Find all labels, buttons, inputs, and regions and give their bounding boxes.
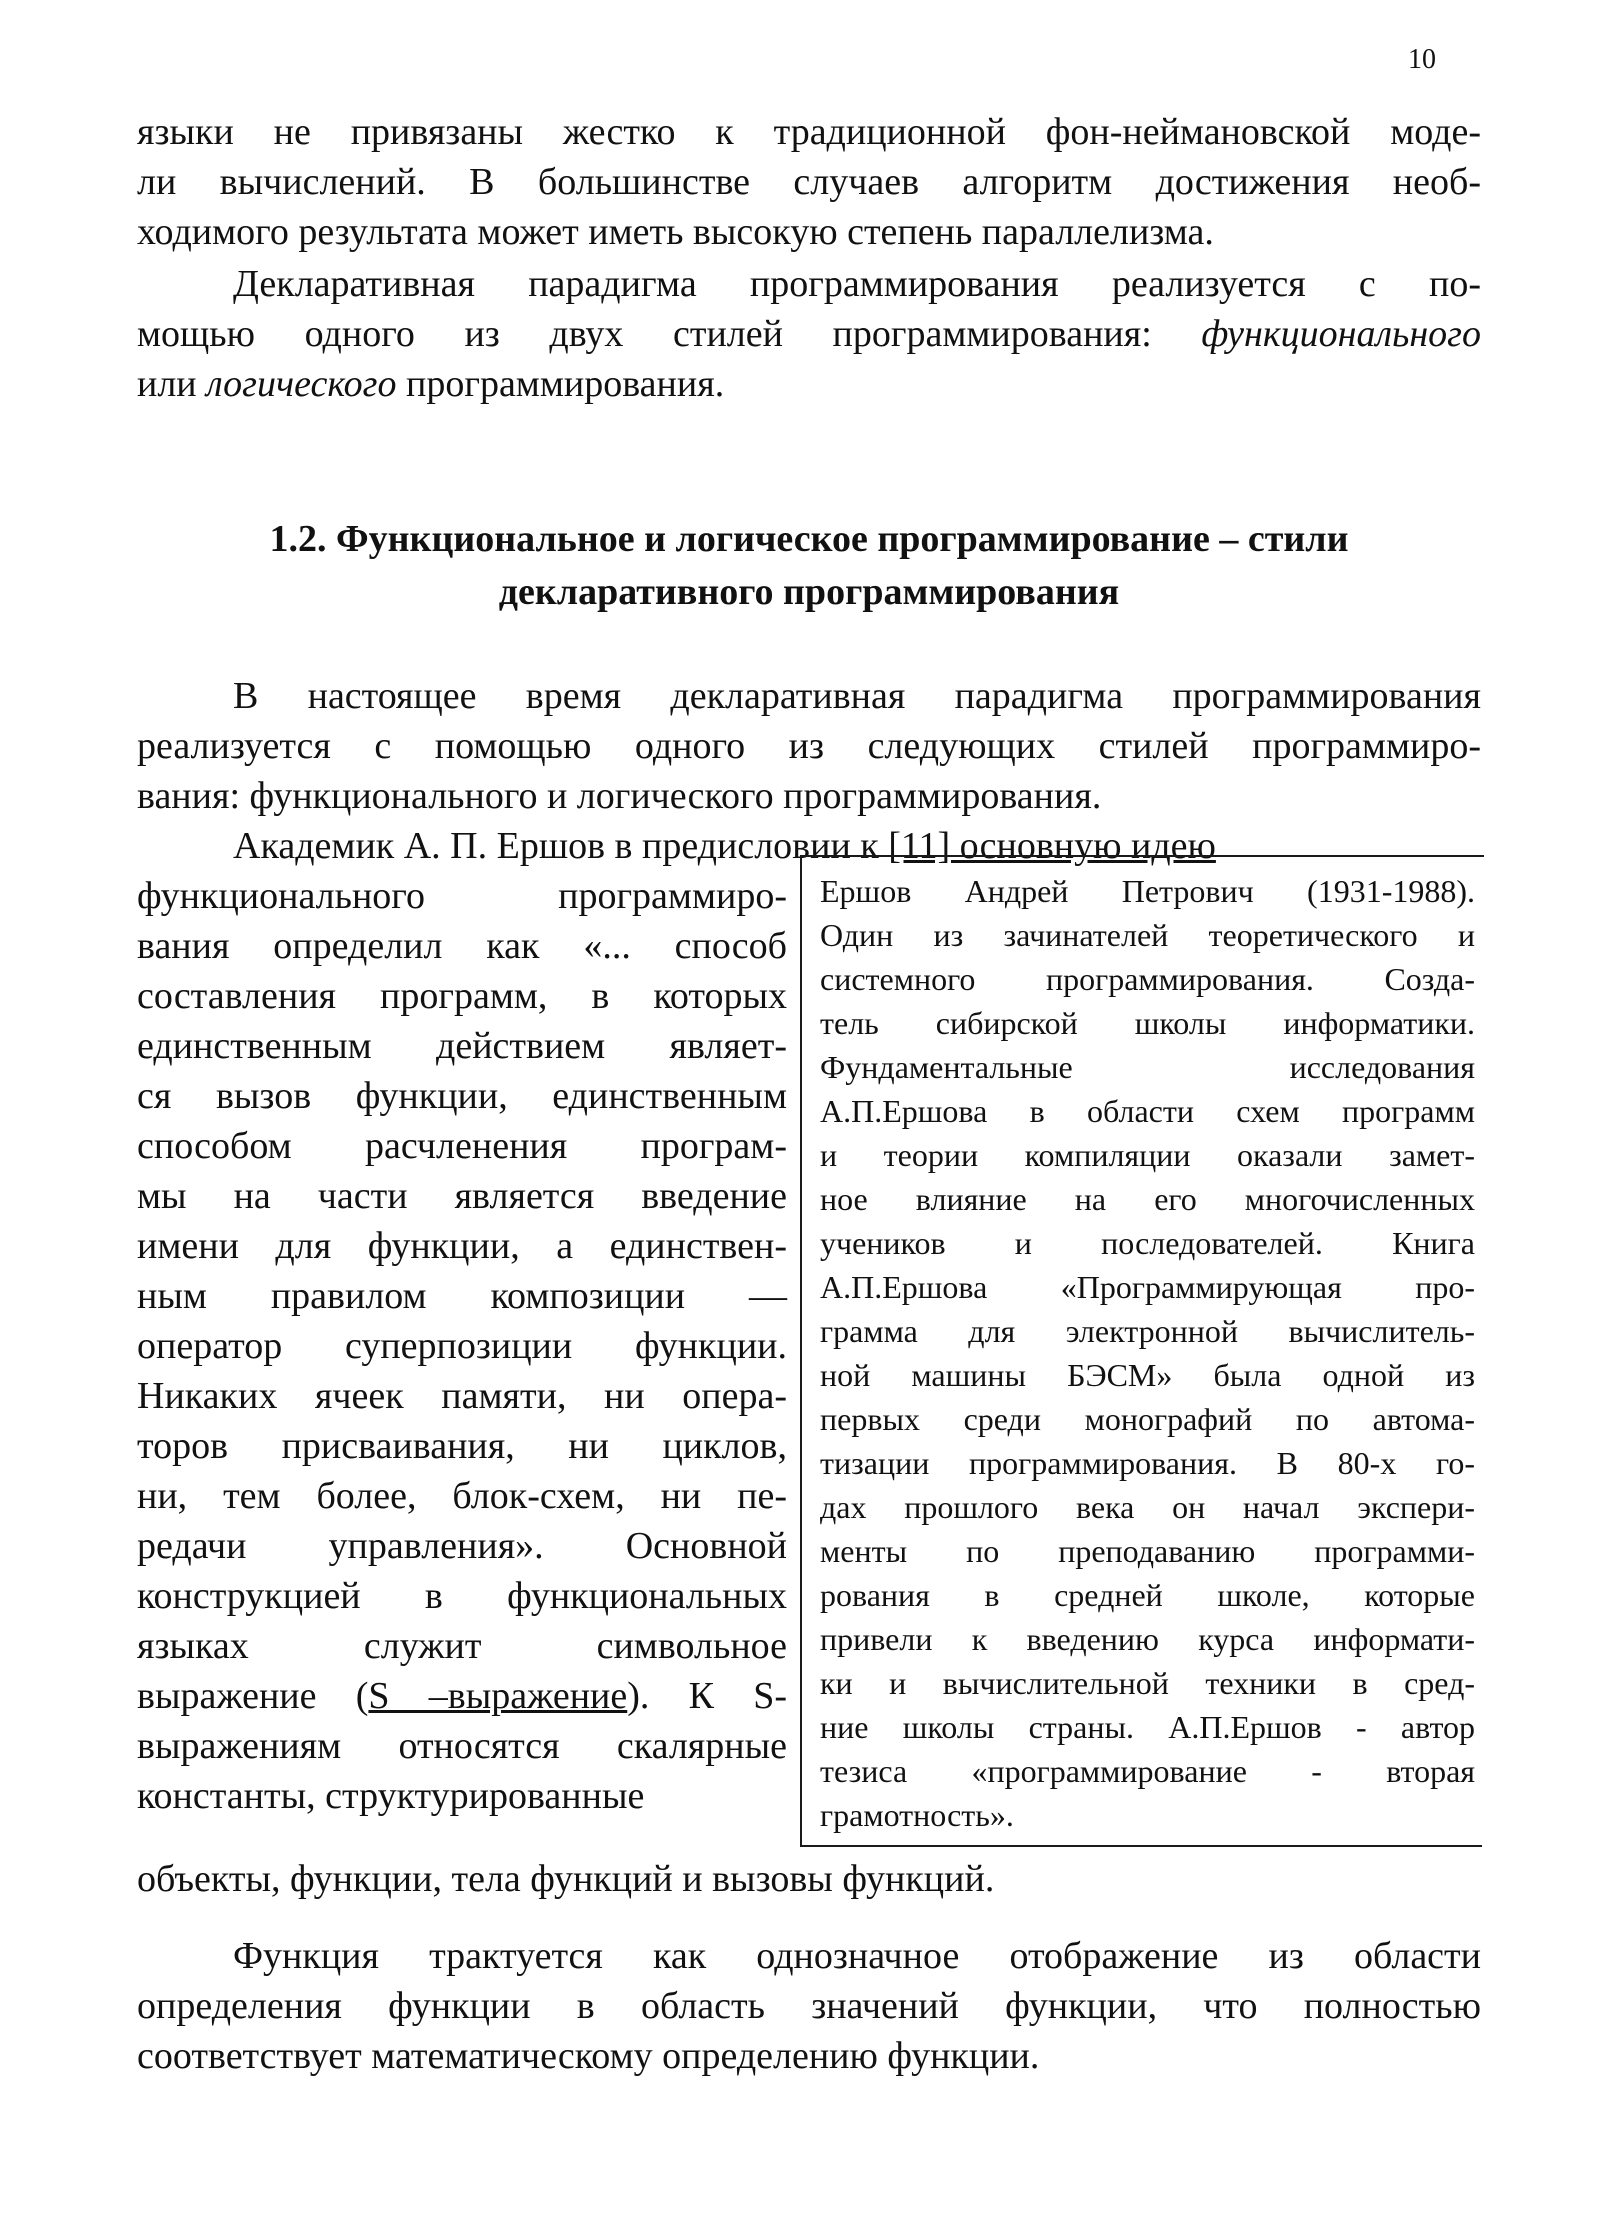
- sidebar-line-6: А.П.Ершова в области схем программ: [820, 1093, 1475, 1129]
- column-line-8: имени для функции, а единствен-: [137, 1225, 787, 1267]
- para2-line-3: [137, 360, 724, 408]
- column-line-18: выражениям относятся скалярные: [137, 1725, 787, 1767]
- sidebar-line-2: Один из зачинателей теоретического и: [820, 917, 1475, 953]
- citation-reference: [11] основную идею: [888, 825, 1216, 867]
- sidebar-line-15: дах прошлого века он начал экспери-: [820, 1489, 1475, 1525]
- sidebar-line-22: грамотность».: [820, 1797, 1014, 1833]
- para5-line-1: Функция трактуется как однозначное отображение из области: [233, 1935, 1481, 1977]
- sidebar-line-21: тезиса «программирование - вторая: [820, 1753, 1475, 1789]
- column-line-2: вания определил как «... способ: [137, 925, 787, 967]
- para2-line-3-suffix: программирования.: [396, 363, 725, 405]
- para1-line-3: ходимого результата может иметь высокую степень параллелизма.: [137, 211, 1214, 253]
- column-line-10: оператор суперпозиции функции.: [137, 1325, 787, 1367]
- column-line-12: торов присваивания, ни циклов,: [137, 1425, 787, 1467]
- sidebar-line-1: Ершов Андрей Петрович (1931-1988).: [820, 873, 1475, 909]
- section-heading-line-1: 1.2. Функциональное и логическое программирование – стили: [269, 518, 1349, 560]
- page-number: 10: [1408, 44, 1436, 75]
- column-line-9: ным правилом композиции —: [137, 1275, 787, 1317]
- para2-line-3-prefix: или: [137, 363, 207, 405]
- sidebar-line-20: ние школы страны. А.П.Ершов - автор: [820, 1709, 1475, 1745]
- sidebar-line-19: ки и вычислительной техники в сред-: [820, 1665, 1475, 1701]
- column-line-1: функционального программиро-: [137, 875, 787, 917]
- column-line-16: языках служит символьное: [137, 1625, 787, 1667]
- sidebar-line-3: системного программирования. Созда-: [820, 961, 1475, 997]
- column-line-17: [137, 1672, 787, 1720]
- italic-term-logical: логического: [206, 363, 397, 405]
- column-line-5: ся вызов функции, единственным: [137, 1075, 787, 1117]
- column-line-11: Никаких ячеек памяти, ни опера-: [137, 1375, 787, 1417]
- sidebar-bottom-rule: [800, 1845, 1482, 1847]
- para1-line-1: языки не привязаны жестко к традиционной фон-неймановской моде-: [137, 111, 1481, 153]
- para3-line-3: вания: функционального и логического программирования.: [137, 775, 1102, 817]
- section-heading-line-2: декларативного программирования: [498, 571, 1120, 613]
- para4-line-1-text: Академик А. П. Ершов в предисловии к: [233, 825, 889, 867]
- column-line-19: константы, структурированные: [137, 1775, 645, 1817]
- column-line-4: единственным действием являет-: [137, 1025, 787, 1067]
- sexpr-prefix: выражение (: [137, 1675, 369, 1717]
- column-line-15: конструкцией в функциональных: [137, 1575, 787, 1617]
- sidebar-line-14: тизации программирования. В 80-х го-: [820, 1445, 1475, 1481]
- para1-line-2: ли вычислений. В большинстве случаев алгоритм достижения необ-: [137, 161, 1481, 203]
- column-line-6: способом расчленения програм-: [137, 1125, 787, 1167]
- sidebar-line-10: А.П.Ершова «Программирующая про-: [820, 1269, 1475, 1305]
- para3-line-1: В настоящее время декларативная парадигма программирования: [233, 675, 1481, 717]
- para5-line-3: соответствует математическому определению функции.: [137, 2035, 1040, 2077]
- sidebar-line-11: грамма для электронной вычислитель-: [820, 1313, 1475, 1349]
- sidebar-line-5: Фундаментальные исследования: [820, 1049, 1475, 1085]
- sidebar-line-18: привели к введению курса информати-: [820, 1621, 1475, 1657]
- sidebar-line-8: ное влияние на его многочисленных: [820, 1181, 1475, 1217]
- s-expression-term: S –выражение: [368, 1675, 628, 1717]
- sidebar-line-4: тель сибирской школы информатики.: [820, 1005, 1475, 1041]
- sidebar-line-12: ной машины БЭСМ» была одной из: [820, 1357, 1475, 1393]
- sidebar-line-16: менты по преподаванию программи-: [820, 1533, 1475, 1569]
- column-line-3: составления программ, в которых: [137, 975, 787, 1017]
- para2-line-2-text: мощью одного из двух стилей программирования:: [137, 313, 1202, 355]
- column-line-13: ни, тем более, блок-схем, ни пе-: [137, 1475, 787, 1517]
- para4-after-box-line: объекты, функции, тела функций и вызовы функций.: [137, 1858, 995, 1900]
- column-line-7: мы на части является введение: [137, 1175, 787, 1217]
- column-line-14: редачи управления». Основной: [137, 1525, 787, 1567]
- para2-line-1: Декларативная парадигма программирования реализуется с по-: [233, 263, 1481, 305]
- para5-line-2: определения функции в область значений функции, что полностью: [137, 1985, 1481, 2027]
- sidebar-line-9: учеников и последователей. Книга: [820, 1225, 1475, 1261]
- sidebar-line-13: первых среди монографий по автома-: [820, 1401, 1475, 1437]
- para2-line-2: [137, 310, 1481, 358]
- sidebar-line-7: и теории компиляции оказали замет-: [820, 1137, 1475, 1173]
- para3-line-2: реализуется с помощью одного из следующих стилей программиро-: [137, 725, 1481, 767]
- sidebar-line-17: рования в средней школе, которые: [820, 1577, 1475, 1613]
- sexpr-suffix: ). К S-: [627, 1675, 787, 1717]
- italic-term-functional: функционального: [1201, 313, 1481, 355]
